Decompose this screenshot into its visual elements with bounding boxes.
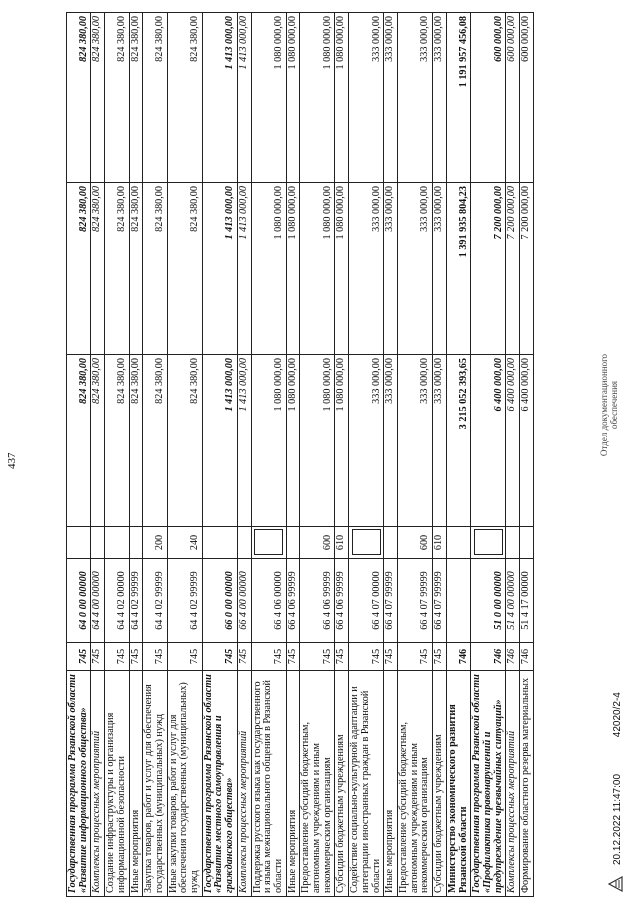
row-value-2024-cell: 824 380,00 — [167, 183, 202, 355]
row-value-2023-cell: 1 080 000,00 — [300, 355, 335, 527]
row-value-2024-cell: 333 000,00 — [384, 183, 398, 355]
row-value-2025-cell: 1 413 000,00 — [202, 13, 237, 183]
table-row — [384, 13, 398, 897]
row-section-cell: 64 4 00 00000 — [91, 559, 105, 643]
row-kvr-cell — [129, 527, 143, 559]
row-code-cell: 745 — [384, 643, 398, 671]
row-name-cell: Субсидии бюджетным учреждениям — [335, 671, 349, 897]
row-value-2023-cell: 333 000,00 — [349, 355, 384, 527]
row-code-cell: 746 — [506, 643, 520, 671]
row-section-cell: 51 4 17 00000 — [520, 559, 534, 643]
row-value-2024-cell: 333 000,00 — [397, 183, 432, 355]
row-name-cell: Государственная программа Рязанской области «Развитие информационного общества» — [67, 671, 91, 897]
row-code-cell: 745 — [335, 643, 349, 671]
row-value-2024-cell: 7 200 000,00 — [520, 183, 534, 355]
row-value-2024-cell: 1 080 000,00 — [251, 183, 286, 355]
row-value-2023-cell: 824 380,00 — [129, 355, 143, 527]
row-value-2025-cell: 824 380,00 — [143, 13, 167, 183]
stamp-line-2: обеспечения — [608, 380, 619, 430]
table-row — [167, 13, 202, 897]
row-section-cell: 64 4 02 99999 — [143, 559, 167, 643]
row-value-2025-cell: 600 000,00 — [520, 13, 534, 183]
row-section-cell: 66 4 07 00000 — [349, 559, 384, 643]
row-value-2023-cell: 6 400 000,00 — [506, 355, 520, 527]
row-value-2024-cell: 1 413 000,00 — [237, 183, 251, 355]
row-value-2024-cell: 333 000,00 — [433, 183, 447, 355]
row-value-2023-cell: 1 080 000,00 — [286, 355, 300, 527]
row-kvr-cell — [349, 527, 384, 559]
row-kvr-cell: 240 — [167, 527, 202, 559]
row-value-2025-cell: 600 000,00 — [471, 13, 506, 183]
row-section-cell: 66 4 07 99999 — [433, 559, 447, 643]
row-code-cell: 745 — [237, 643, 251, 671]
row-code-cell: 746 — [446, 643, 470, 671]
row-section-cell: 66 4 06 00000 — [251, 559, 286, 643]
row-code-cell: 745 — [300, 643, 335, 671]
row-value-2024-cell: 1 080 000,00 — [300, 183, 335, 355]
row-section-cell: 66 4 06 99999 — [300, 559, 335, 643]
row-section-cell: 64 4 02 99999 — [167, 559, 202, 643]
row-section-cell: 64 4 02 99999 — [129, 559, 143, 643]
department-stamp — [600, 335, 620, 475]
row-kvr-cell — [237, 527, 251, 559]
row-value-2024-cell: 824 380,00 — [91, 183, 105, 355]
row-value-2024-cell: 824 380,00 — [105, 183, 129, 355]
row-section-cell: 66 4 07 99999 — [384, 559, 398, 643]
row-kvr-cell — [286, 527, 300, 559]
table-row — [237, 13, 251, 897]
row-name-cell: Иные мероприятия — [384, 671, 398, 897]
row-value-2023-cell: 824 380,00 — [67, 355, 91, 527]
row-code-cell: 745 — [167, 643, 202, 671]
row-kvr-cell: 610 — [433, 527, 447, 559]
row-value-2023-cell: 1 413 000,00 — [202, 355, 237, 527]
row-kvr-cell — [471, 527, 506, 559]
footer-datetime: 20.12.2022 11:47:00 — [612, 773, 623, 865]
row-value-2023-cell: 333 000,00 — [397, 355, 432, 527]
table-row — [91, 13, 105, 897]
row-name-cell: Комплексы процессных мероприятий — [506, 671, 520, 897]
row-value-2023-cell: 1 080 000,00 — [251, 355, 286, 527]
row-value-2024-cell: 1 413 000,00 — [202, 183, 237, 355]
row-kvr-cell — [506, 527, 520, 559]
row-value-2024-cell: 824 380,00 — [129, 183, 143, 355]
table-row — [349, 13, 384, 897]
table-row — [471, 13, 506, 897]
row-value-2025-cell: 333 000,00 — [433, 13, 447, 183]
row-value-2024-cell: 824 380,00 — [143, 183, 167, 355]
table-row — [397, 13, 432, 897]
row-code-cell: 745 — [433, 643, 447, 671]
row-value-2023-cell: 824 380,00 — [143, 355, 167, 527]
row-value-2025-cell: 824 380,00 — [91, 13, 105, 183]
page-number: 437 — [6, 452, 18, 469]
row-value-2025-cell: 824 380,00 — [67, 13, 91, 183]
row-name-cell: Иные мероприятия — [286, 671, 300, 897]
row-value-2023-cell: 824 380,00 — [167, 355, 202, 527]
row-value-2025-cell: 1 080 000,00 — [286, 13, 300, 183]
row-value-2023-cell: 6 400 000,00 — [471, 355, 506, 527]
table-row — [520, 13, 534, 897]
row-code-cell: 745 — [397, 643, 432, 671]
row-value-2025-cell: 824 380,00 — [129, 13, 143, 183]
row-kvr-cell — [251, 527, 286, 559]
row-section-cell — [446, 559, 470, 643]
row-name-cell: Формирование областного резерва материальных — [520, 671, 534, 897]
row-name-cell: Поддержка русского языка как государственного и языка межнационального общения в Рязанской области — [251, 671, 286, 897]
document-footer — [612, 658, 623, 865]
row-value-2023-cell: 3 215 052 393,65 — [446, 355, 470, 527]
row-value-2025-cell: 333 000,00 — [384, 13, 398, 183]
row-kvr-cell — [67, 527, 91, 559]
row-code-cell: 745 — [67, 643, 91, 671]
row-section-cell: 64 4 02 00000 — [105, 559, 129, 643]
row-section-cell: 51 4 00 00000 — [506, 559, 520, 643]
table-row — [335, 13, 349, 897]
table-row — [286, 13, 300, 897]
row-kvr-cell — [384, 527, 398, 559]
row-value-2024-cell: 824 380,00 — [67, 183, 91, 355]
row-code-cell: 745 — [143, 643, 167, 671]
row-kvr-cell: 200 — [143, 527, 167, 559]
table-row — [506, 13, 520, 897]
table-row — [202, 13, 237, 897]
row-kvr-cell — [91, 527, 105, 559]
row-name-cell: Содействие социально-культурной адаптации и интеграции иностранных граждан в Рязанской области — [349, 671, 384, 897]
row-code-cell: 745 — [349, 643, 384, 671]
row-value-2025-cell: 1 080 000,00 — [251, 13, 286, 183]
budget-table — [66, 12, 534, 897]
row-value-2024-cell: 1 080 000,00 — [335, 183, 349, 355]
row-code-cell: 746 — [471, 643, 506, 671]
table-row — [105, 13, 129, 897]
stamp-line-1: Отдел документационного — [599, 353, 609, 457]
row-value-2023-cell: 1 413 000,00 — [237, 355, 251, 527]
row-code-cell: 745 — [251, 643, 286, 671]
row-code-cell: 745 — [286, 643, 300, 671]
row-value-2023-cell: 6 400 000,00 — [520, 355, 534, 527]
table-row — [300, 13, 335, 897]
table-row — [143, 13, 167, 897]
row-value-2023-cell: 824 380,00 — [105, 355, 129, 527]
row-value-2023-cell: 1 080 000,00 — [335, 355, 349, 527]
row-code-cell: 745 — [105, 643, 129, 671]
row-section-cell: 66 0 00 00000 — [202, 559, 237, 643]
row-name-cell: Закупка товаров, работ и услуг для обеспечения государственных (муниципальных) нужд — [143, 671, 167, 897]
row-name-cell: Министерство экономического развития Рязанской области — [446, 671, 470, 897]
row-code-cell: 745 — [129, 643, 143, 671]
row-value-2025-cell: 1 080 000,00 — [335, 13, 349, 183]
row-value-2025-cell: 333 000,00 — [397, 13, 432, 183]
row-name-cell: Предоставление субсидий бюджетным, автономным учреждениям и иным некоммерческим организациям — [397, 671, 432, 897]
row-name-cell: Создание инфраструктуры и организация информационной безопасности — [105, 671, 129, 897]
row-value-2023-cell: 333 000,00 — [433, 355, 447, 527]
row-kvr-cell: 610 — [335, 527, 349, 559]
row-value-2025-cell: 1 191 957 456,08 — [446, 13, 470, 183]
registration-logo-icon — [606, 875, 624, 893]
row-kvr-cell: 600 — [397, 527, 432, 559]
row-kvr-cell — [202, 527, 237, 559]
row-section-cell: 51 0 00 00000 — [471, 559, 506, 643]
row-value-2024-cell: 333 000,00 — [349, 183, 384, 355]
row-value-2025-cell: 333 000,00 — [349, 13, 384, 183]
row-name-cell: Иные закупки товаров, работ и услуг для обеспечения государственных (муниципальных) нужд — [167, 671, 202, 897]
row-value-2024-cell: 1 080 000,00 — [286, 183, 300, 355]
row-value-2023-cell: 333 000,00 — [384, 355, 398, 527]
row-value-2025-cell: 824 380,00 — [105, 13, 129, 183]
row-name-cell: Комплексы процессных мероприятий — [237, 671, 251, 897]
row-value-2024-cell: 1 391 935 804,23 — [446, 183, 470, 355]
row-name-cell: Субсидии бюджетным учреждениям — [433, 671, 447, 897]
row-name-cell: Предоставление субсидий бюджетным, автономным учреждениям и иным некоммерческим организациям — [300, 671, 335, 897]
row-code-cell: 745 — [202, 643, 237, 671]
row-value-2023-cell: 824 380,00 — [91, 355, 105, 527]
row-kvr-cell — [446, 527, 470, 559]
row-section-cell: 64 0 00 00000 — [67, 559, 91, 643]
row-value-2025-cell: 600 000,00 — [506, 13, 520, 183]
row-code-cell: 745 — [91, 643, 105, 671]
table-row — [67, 13, 91, 897]
row-section-cell: 66 4 00 00000 — [237, 559, 251, 643]
row-value-2025-cell: 1 080 000,00 — [300, 13, 335, 183]
table-row — [251, 13, 286, 897]
row-kvr-cell — [520, 527, 534, 559]
row-name-cell: Государственная программа Рязанской области «Профилактика правонарушений и предупреждение чрезвычайных ситуаций» — [471, 671, 506, 897]
row-code-cell: 746 — [520, 643, 534, 671]
row-kvr-cell: 600 — [300, 527, 335, 559]
table-row — [446, 13, 470, 897]
row-section-cell: 66 4 06 99999 — [286, 559, 300, 643]
row-name-cell: Комплексы процессных мероприятий — [91, 671, 105, 897]
row-name-cell: Государственная программа Рязанской области «Развитие местного самоуправления и гражданского общества» — [202, 671, 237, 897]
row-value-2025-cell: 824 380,00 — [167, 13, 202, 183]
row-value-2024-cell: 7 200 000,00 — [471, 183, 506, 355]
row-kvr-cell — [105, 527, 129, 559]
row-section-cell: 66 4 07 99999 — [397, 559, 432, 643]
table-row — [129, 13, 143, 897]
row-value-2024-cell: 7 200 000,00 — [506, 183, 520, 355]
table-row — [433, 13, 447, 897]
footer-doc-id: 42020/2-4 — [612, 692, 623, 738]
row-value-2025-cell: 1 413 000,00 — [237, 13, 251, 183]
row-section-cell: 66 4 06 99999 — [335, 559, 349, 643]
row-name-cell: Иные мероприятия — [129, 671, 143, 897]
